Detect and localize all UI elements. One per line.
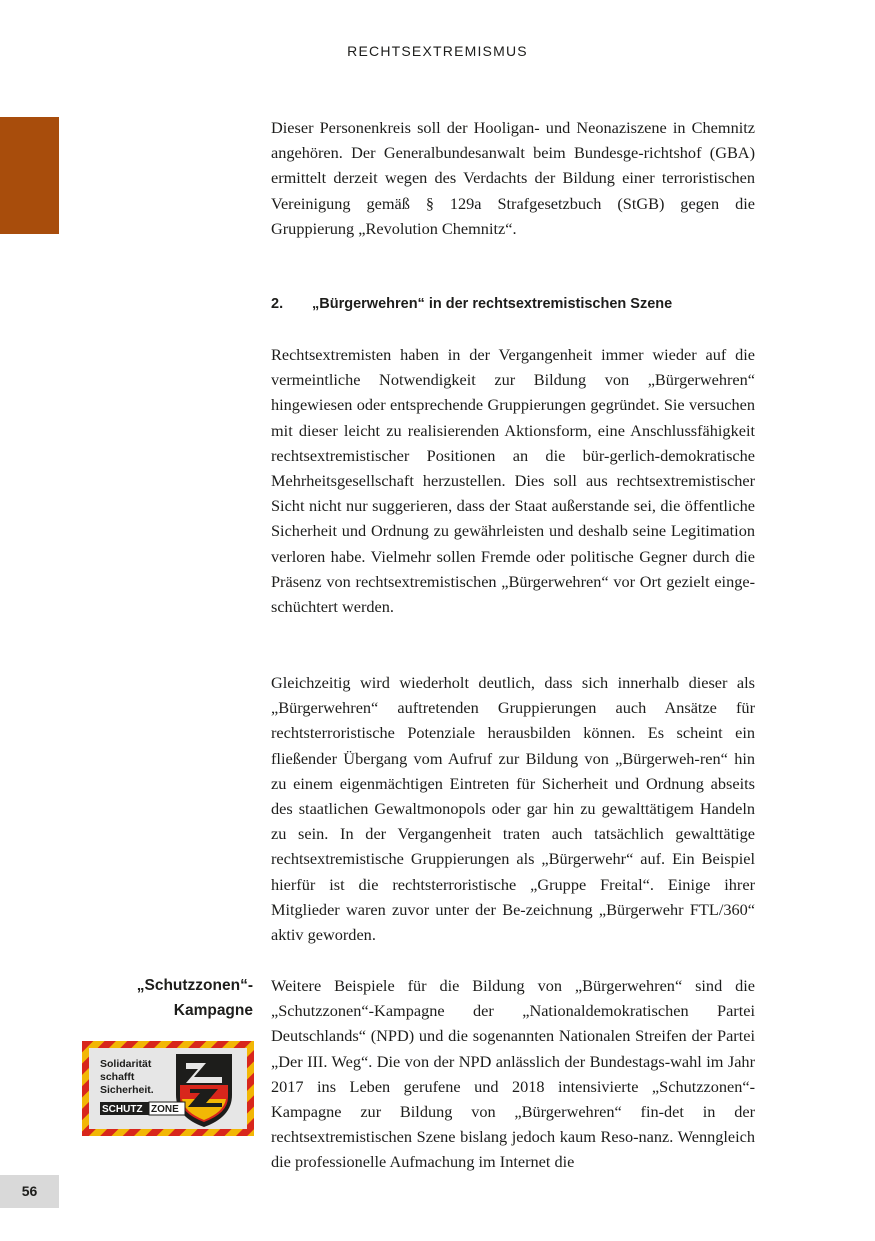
chapter-color-tab xyxy=(0,117,59,234)
poster-text-line-2: schafft xyxy=(100,1071,135,1083)
section-paragraph-3 xyxy=(271,973,755,1175)
poster-label-part-a: SCHUTZ xyxy=(102,1104,143,1115)
body-paragraph: Weitere Beispiele für die Bildung von „Bürgerwehren“ sind die „Schutzzonen“-Kampagne der „Nationaldemokratischen Partei Deutschlands“ (NPD) und die sogenannten Nationalen Streifen der Partei „Der III. Weg“. Die von der NPD anlässlich der Bundestags-wahl im Jahr 2017 ins Leben gerufene und 2018 intensivierte „Schutzzonen“-Kampagne zur Bildung von „Bürgerwehren“ fin-det in der rechtsextremistischen Szene bislang jedoch kaum Reso-nanz. Wenngleich die professionelle Aufmachung im Internet die xyxy=(271,976,755,1172)
poster-text-line-3: Sicherheit. xyxy=(100,1084,154,1096)
margin-note xyxy=(53,973,253,1023)
poster-text-line-1: Solidarität xyxy=(100,1058,152,1070)
section-paragraph-2 xyxy=(271,670,755,947)
margin-note-line-1: „Schutzzonen“- xyxy=(136,977,253,994)
section-paragraph-1 xyxy=(271,342,755,619)
poster-label-part-b: ZONE xyxy=(151,1104,179,1115)
intro-paragraph: Dieser Personenkreis soll der Hooligan- und Neonaziszene in Chemnitz angehören. Der Generalbundesanwalt beim Bundesge-richtshof (GBA) ermittelt derzeit wegen des Verdachts der Bildung einer terroristischen Vereinigung gemäß § 129a Strafgesetzbuch (StGB) gegen die Gruppierung „Revolution Chemnitz“. xyxy=(271,118,755,238)
schutzzone-poster-image xyxy=(82,1041,254,1136)
page-number-box xyxy=(0,1175,59,1208)
intro-block xyxy=(271,115,755,241)
section-heading xyxy=(271,293,755,315)
running-header: RECHTSEXTREMISMUS xyxy=(347,43,528,59)
section-number: 2. xyxy=(271,296,284,312)
body-paragraph: Gleichzeitig wird wiederholt deutlich, dass sich innerhalb dieser als „Bürgerwehren“ auftretenden Gruppierungen auch Ansätze für rechtsterroristische Potenziale herausbilden können. Es scheint ein fließender Übergang vom Aufruf zur Bildung von „Bürgerweh-ren“ hin zu einem eigenmächtigen Eintreten für Sicherheit und Ordnung abseits des staatlichen Gewaltmonopols oder gar hin zu gewalttätigem Handeln zu sein. In der Vergangenheit traten auch tatsächlich gewalttätige rechtsextremistische Gruppierungen als „Bürgerwehr“ auf. Ein Beispiel hierfür ist die rechtsterroristische „Gruppe Freital“. Einige ihrer Mitglieder waren zuvor unter der Be-zeichnung „Bürgerwehr FTL/360“ aktiv geworden. xyxy=(271,673,755,945)
body-paragraph: Rechtsextremisten haben in der Vergangenheit immer wieder auf die vermeintliche Notwendigkeit zur Bildung von „Bürgerwehren“ hingewiesen oder entsprechende Gruppierungen gegründet. Sie versuchen mit dieser leicht zu realisierenden Aktionsform, eine Anschlussfähigkeit rechtsextremistischer Positionen an die bür-gerlich-demokratische Mehrheitsgesellschaft herzustellen. Dies soll aus rechtsextremistischer Sicht nicht nur suggerieren, dass der Staat außerstande sei, die öffentliche Sicherheit und Ordnung zu gewährleisten und deshalb seine Legitimation verloren habe. Vielmehr sollen Fremde oder politische Gegner durch die Präsenz von rechtsextremistischen „Bürgerwehren“ vor Ort gezielt einge-schüchtert werden. xyxy=(271,345,755,617)
margin-note-line-2: Kampagne xyxy=(173,1002,253,1019)
section-title: „Bürgerwehren“ in der rechtsextremistischen Szene xyxy=(312,296,673,312)
page-number: 56 xyxy=(21,1183,38,1199)
